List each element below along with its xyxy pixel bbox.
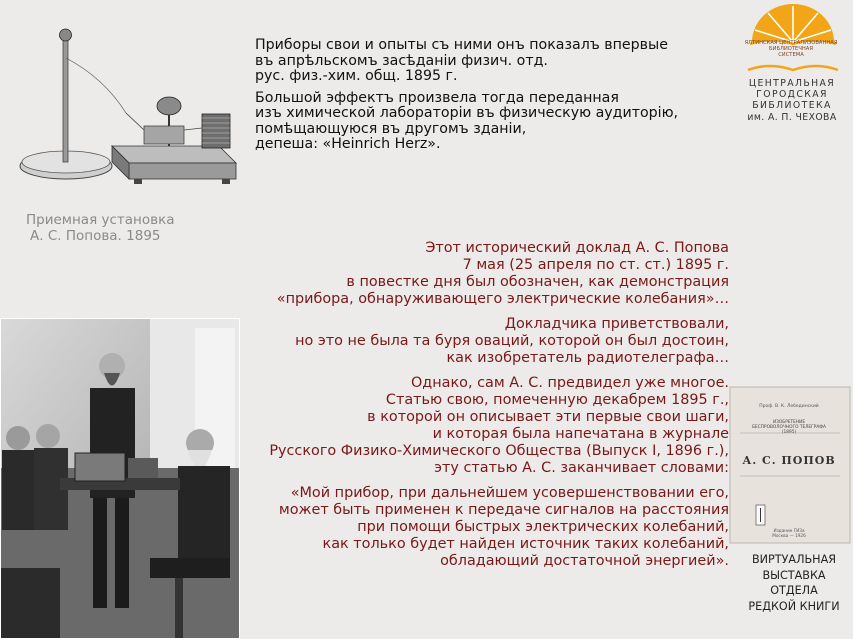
main-line: но это не была та буря оваций, которой он был достоин,: [295, 333, 729, 349]
book-subtitle-line: ИЗОБРЕТЕНИЕ: [772, 420, 806, 425]
exhibit-line: РЕДКОЙ КНИГИ: [748, 599, 840, 613]
main-line: и которая была напечатана в журнале: [432, 426, 729, 442]
library-name-line: БИБЛИОТЕКА: [752, 100, 832, 112]
logo-small-line: СИСТЕМА: [778, 52, 804, 58]
book-imprint: [737, 528, 841, 538]
exhibit-line: ВИРТУАЛЬНАЯ: [751, 553, 837, 566]
main-line: эту статью А. С. заканчивает словами:: [434, 460, 729, 476]
main-line: Однако, сам А. С. предвидел уже многое.: [410, 375, 729, 391]
logo-small-line: БИБЛИОТЕЧНАЯ: [769, 46, 813, 52]
quote-line: Большой эффектъ произвела тогда переданная: [255, 89, 619, 106]
main-line: в повестке дня был обозначен, как демонстрация: [346, 274, 729, 290]
quote-paragraph-1: [255, 38, 725, 85]
book-author: Проф. В. К. Лебединский: [759, 404, 819, 409]
exhibit-line: ОТДЕЛА: [770, 584, 818, 597]
library-name-line: им. А. П. ЧЕХОВА: [747, 111, 837, 123]
exhibit-line: ВЫСТАВКА: [762, 568, 826, 582]
logo-small-line: ЯЛТИНСКАЯ ЦЕНТРАЛИЗОВАННАЯ: [744, 40, 838, 46]
main-line: Русского Физико-Химического Общества (Выпуск I, 1896 г.),: [269, 443, 729, 459]
main-line: как изобретатель радиотелеграфа…: [446, 350, 729, 366]
quote-line: Приборы свои и опыты съ ними онъ показалъ впервые: [255, 37, 668, 53]
main-line: Докладчика приветствовали,: [504, 316, 729, 332]
quote-line: рус. физ.-хим. общ. 1895 г.: [255, 68, 458, 84]
main-line: как только будет найден источник таких колебаний,: [322, 536, 729, 552]
quote-line: въ апрѣльскомъ засѣданіи физич. отд.: [255, 52, 548, 69]
receiver-caption-line2: А. С. Попова. 1895: [30, 228, 161, 244]
main-paragraph-3: [240, 375, 729, 477]
main-line: 7 мая (25 апреля по ст. ст.) 1895 г.: [462, 257, 729, 273]
book-subtitle-line: (1895): [781, 430, 797, 435]
quote-line: помѣщающуюся въ другомъ зданіи,: [255, 120, 527, 137]
library-name-line: ГОРОДСКАЯ: [756, 89, 828, 101]
main-line: «Мой прибор, при дальнейшем усовершенствовании его,: [290, 485, 729, 501]
receiver-caption: [26, 212, 226, 244]
logo-small-text: [738, 40, 844, 58]
main-line: «прибора, обнаруживающего электрические колебания»…: [276, 291, 729, 307]
main-text: [240, 240, 729, 578]
main-line: может быть применен к передаче сигналов на расстояния: [278, 502, 729, 518]
receiver-caption-line1: Приемная установка: [26, 212, 175, 228]
quote-line: изъ химической лабораторіи въ физическую аудиторію,: [255, 105, 679, 121]
receiver-engraving: [14, 18, 244, 193]
main-paragraph-2: [240, 316, 729, 367]
main-paragraph-4: [240, 485, 729, 570]
library-name-line: ЦЕНТРАЛЬНАЯ: [748, 78, 836, 89]
book-subtitle: [737, 420, 841, 435]
main-paragraph-1: [240, 240, 729, 308]
historical-quote: [255, 38, 725, 159]
book-imprint-line: Москва — 1926: [772, 533, 806, 538]
library-name: [736, 78, 848, 123]
main-line: Статью свою, помеченную декабрем 1895 г.,: [385, 392, 729, 408]
book-title: А. С. ПОПОВ: [742, 454, 836, 467]
book-imprint-line: Издание ГИЗа: [773, 528, 805, 533]
main-line: в которой он описывает эти первые свои шаги,: [367, 409, 729, 425]
quote-paragraph-2: [255, 91, 725, 153]
exhibit-label: [740, 552, 848, 614]
quote-line: депеша: «Heinrich Herz».: [255, 136, 441, 152]
historical-photo: [0, 318, 240, 639]
main-line: при помощи быстрых электрических колебаний,: [357, 519, 729, 535]
book-subtitle-line: БЕСПРОВОЛОЧНОГО ТЕЛЕГРАФА: [752, 425, 826, 430]
main-line: обладающий достаточной энергией».: [440, 553, 729, 569]
main-line: Этот исторический доклад А. С. Попова: [425, 240, 729, 256]
